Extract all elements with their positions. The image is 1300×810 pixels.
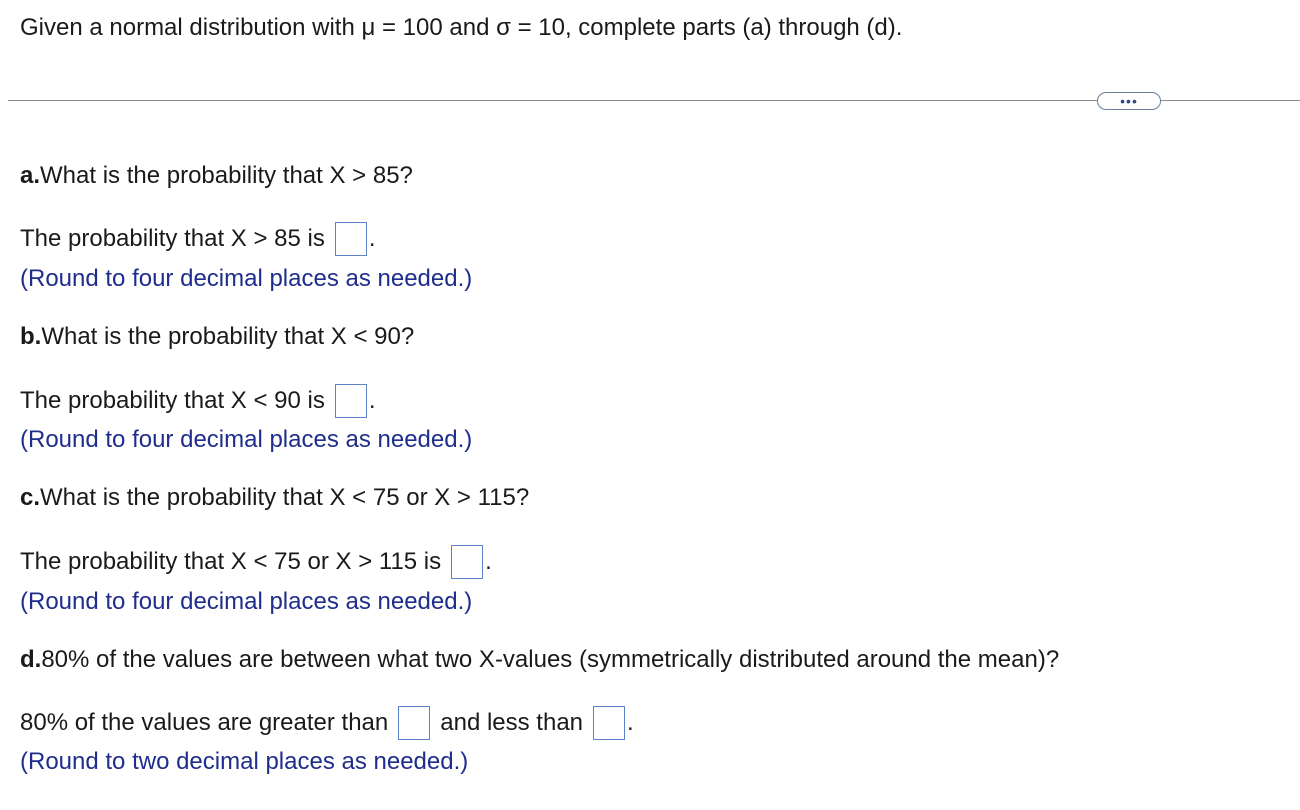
part-d-upper-answer-input[interactable]	[593, 706, 625, 740]
part-d-question-text: 80% of the values are between what two X-values (symmetrically distributed around the mean)?	[41, 646, 1060, 673]
sigma-symbol: σ	[496, 14, 511, 41]
part-d-answer-row	[20, 706, 634, 740]
part-d-answer-prefix: 80% of the values are greater than	[20, 709, 389, 736]
part-c-answer-row	[20, 545, 492, 579]
part-c-question	[20, 482, 529, 514]
part-a-rounding-hint: (Round to four decimal places as needed.)	[20, 265, 473, 292]
part-c-letter: c.	[20, 484, 41, 511]
part-b-answer-input[interactable]	[335, 384, 367, 418]
mu-symbol: μ	[361, 14, 376, 41]
part-b-question-text: What is the probability that X < 90?	[41, 323, 415, 350]
intro-mu-value: = 100 and	[375, 14, 497, 41]
part-a-question-text: What is the probability that X > 85?	[40, 162, 413, 189]
part-d-letter: d.	[20, 646, 42, 673]
part-d-answer-middle: and less than	[440, 709, 584, 736]
part-c-answer-input[interactable]	[451, 545, 483, 579]
part-a-letter: a.	[20, 162, 41, 189]
part-d-answer-suffix: .	[627, 709, 634, 736]
part-a-answer-input[interactable]	[335, 222, 367, 256]
part-b-answer-row	[20, 384, 376, 418]
intro-prefix: Given a normal distribution with	[20, 14, 362, 41]
part-b-rounding-hint: (Round to four decimal places as needed.)	[20, 426, 473, 453]
more-options-button[interactable]: •••	[1097, 92, 1161, 110]
part-a-answer-prefix: The probability that X > 85 is	[20, 225, 325, 252]
part-b-answer-suffix: .	[368, 387, 376, 414]
part-d-rounding-hint: (Round to two decimal places as needed.)	[20, 748, 469, 775]
part-b-letter: b.	[20, 323, 42, 350]
problem-statement	[20, 12, 902, 44]
part-c-question-text: What is the probability that X < 75 or X > 115?	[40, 484, 530, 511]
part-a-answer-suffix: .	[368, 225, 376, 252]
part-c-rounding-hint: (Round to four decimal places as needed.)	[20, 588, 473, 615]
part-b-question	[20, 321, 414, 353]
part-d-question	[20, 644, 1059, 676]
part-b-answer-prefix: The probability that X < 90 is	[20, 387, 325, 414]
part-c-answer-prefix: The probability that X < 75 or X > 115 is	[20, 548, 442, 575]
part-a-answer-row	[20, 222, 376, 256]
intro-sigma-value: = 10, complete parts (a) through (d).	[510, 14, 903, 41]
part-a-question	[20, 160, 413, 192]
part-c-answer-suffix: .	[485, 548, 492, 575]
part-d-lower-answer-input[interactable]	[398, 706, 430, 740]
